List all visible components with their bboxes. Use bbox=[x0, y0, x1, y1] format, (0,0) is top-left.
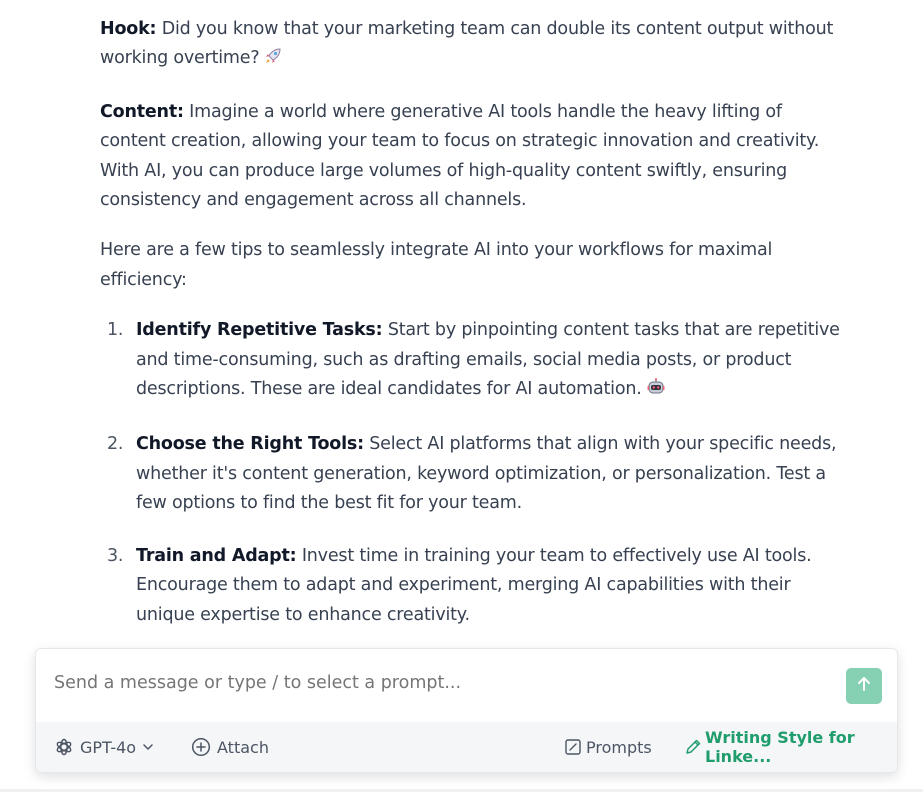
writing-style-button[interactable] bbox=[684, 722, 897, 772]
openai-logo-icon bbox=[54, 737, 74, 757]
writing-style-label: Writing Style for Linke... bbox=[705, 728, 855, 766]
tip-number: 3. bbox=[107, 545, 124, 566]
plus-circle-icon bbox=[191, 737, 211, 757]
content-text: Imagine a world where generative AI tools handle the heavy lifting of content creation, allowing your team to focus on strategic innovation and creativity. With AI, you can produce large volumes of high-quality content swiftly, ensuring consistency and engagement across all channels. bbox=[100, 101, 820, 211]
tip-number: 2. bbox=[107, 434, 124, 455]
send-button[interactable] bbox=[846, 668, 882, 704]
tip-title: Choose the Right Tools: bbox=[136, 434, 364, 455]
hook-label: Hook: bbox=[100, 19, 157, 39]
prompts-label: Prompts bbox=[586, 737, 652, 757]
tip-title: Train and Adapt: bbox=[136, 545, 297, 566]
list-item bbox=[100, 542, 845, 630]
tips-list bbox=[100, 316, 845, 630]
hook-text: Did you know that your marketing team can double its content output without working overtime? bbox=[100, 19, 834, 69]
edit-square-icon bbox=[564, 738, 582, 756]
pencil-icon bbox=[684, 738, 702, 756]
hook-paragraph bbox=[100, 15, 845, 77]
attach-label: Attach bbox=[217, 737, 269, 757]
message-input[interactable] bbox=[54, 673, 814, 693]
rocket-icon bbox=[263, 46, 283, 76]
tip-text: Select AI platforms that align with your specific needs, whether it's content generation, keyword optimization, or personalization. Test a few options to find the best fit for your team. bbox=[136, 434, 837, 514]
content-label: Content: bbox=[100, 101, 184, 122]
tip-title: Identify Repetitive Tasks: bbox=[136, 320, 383, 341]
tip-number: 1. bbox=[107, 320, 124, 341]
robot-icon bbox=[646, 377, 666, 407]
attach-button[interactable] bbox=[191, 722, 269, 772]
composer-toolbar bbox=[36, 722, 897, 772]
message-composer bbox=[35, 648, 898, 773]
chevron-down-icon bbox=[142, 741, 154, 753]
list-item bbox=[100, 430, 845, 518]
list-item bbox=[100, 316, 845, 407]
assistant-message bbox=[100, 15, 845, 653]
tip-text: Invest time in training your team to effectively use AI tools. Encourage them to adapt and experiment, merging AI capabilities with their unique expertise to enhance creativity. bbox=[136, 545, 812, 625]
model-label: GPT-4o bbox=[80, 737, 137, 757]
tip-text: Start by pinpointing content tasks that are repetitive and time-consuming, such as drafting emails, social media posts, or product descriptions. These are ideal candidates for AI automation. bbox=[136, 320, 840, 400]
model-selector[interactable] bbox=[54, 722, 154, 772]
tips-lead-paragraph: Here are a few tips to seamlessly integrate AI into your workflows for maximal efficiency: bbox=[100, 240, 773, 290]
arrow-up-icon bbox=[855, 675, 873, 697]
prompts-button[interactable] bbox=[564, 722, 652, 772]
content-paragraph bbox=[100, 98, 845, 216]
